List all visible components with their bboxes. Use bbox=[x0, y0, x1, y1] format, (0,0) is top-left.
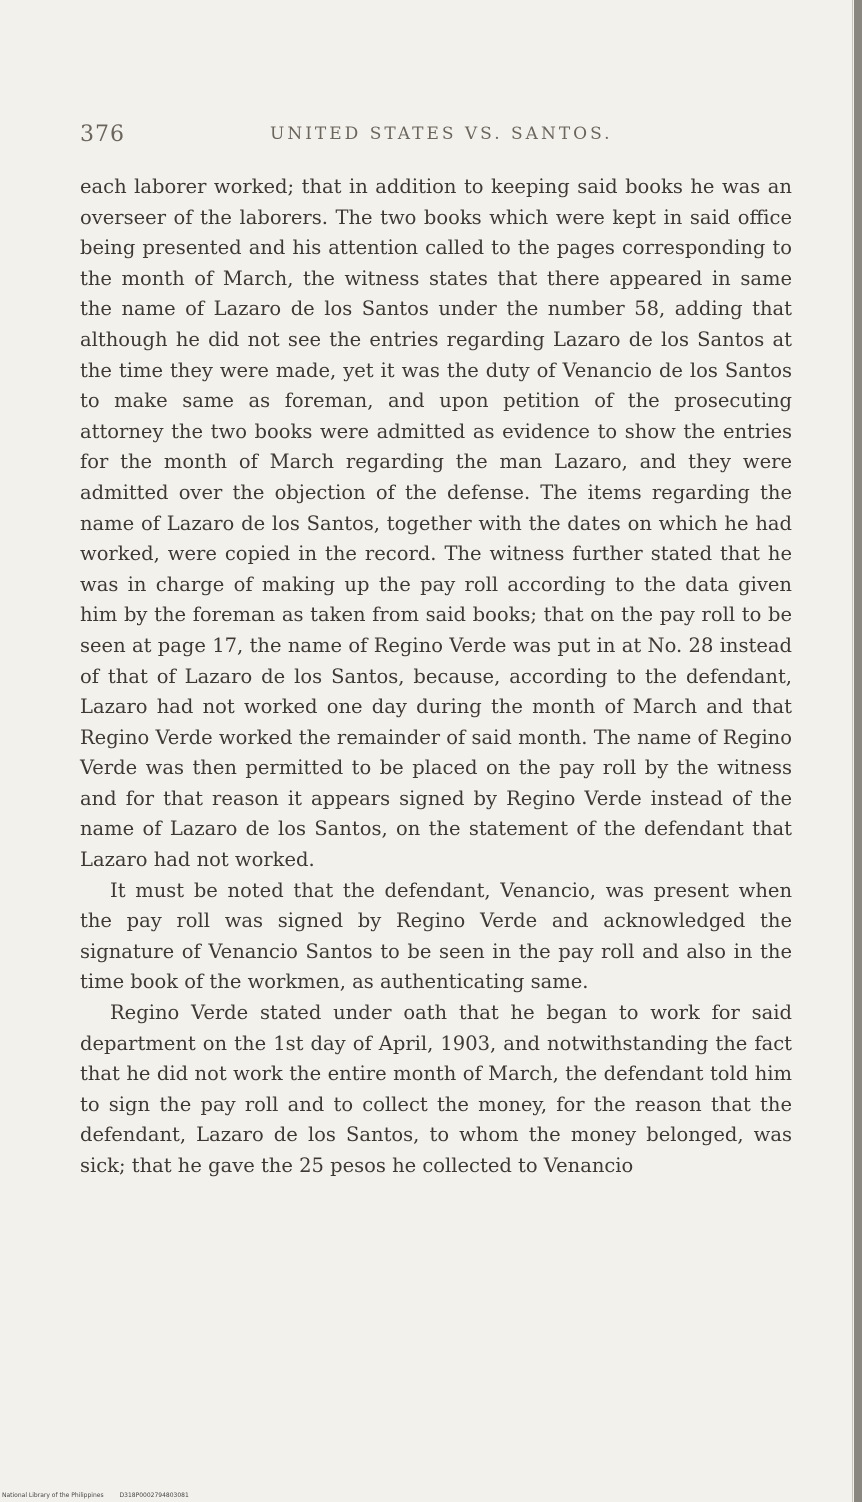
paragraph: Regino Verde stated under oath that he began to work for said department on the 1st day of April, 1903, and notwithstanding the fact that he did not work the entire month of March, the defendant told him to sign the pay roll and to collect the money, for the reason that the defendant, Lazaro de los Santos, to whom the money belonged, was sick; that he gave the 25 pesos he collected to Venancio bbox=[80, 1001, 792, 1177]
page-body bbox=[80, 172, 792, 1182]
page-number: 376 bbox=[80, 122, 125, 147]
page-header bbox=[80, 122, 780, 158]
scan-footer bbox=[2, 1492, 203, 1499]
scan-edge-shadow bbox=[854, 0, 862, 1502]
scan-identifier: D318P0002794803081 bbox=[119, 1492, 189, 1499]
scan-edge-line bbox=[852, 0, 853, 1502]
running-title: UNITED STATES VS. SANTOS. bbox=[270, 124, 613, 144]
library-credit: National Library of the Philippines bbox=[2, 1492, 104, 1499]
paragraph: It must be noted that the defendant, Venancio, was present when the pay roll was signed by Regino Verde and acknowledged the signature of Venancio Santos to be seen in the pay roll and also in the time book of the workmen, as authenticating same. bbox=[80, 878, 792, 994]
paragraph-continued: each laborer worked; that in addition to keeping said books he was an overseer of the laborers. The two books which were kept in said office being presented and his attention called to the pages corresponding to the month of March, the witness states that there appeared in same the name of Lazaro de los Santos under the number 58, adding that although he did not see the entries regarding Lazaro de los Santos at the time they were made, yet it was the duty of Venancio de los Santos to make same as foreman, and upon petition of the prosecuting attorney the two books were admitted as evidence to show the entries for the month of March regarding the man Lazaro, and they were admitted over the objection of the defense. The items regarding the name of Lazaro de los Santos, together with the dates on which he had worked, were copied in the record. The witness further stated that he was in charge of making up the pay roll according to the data given him by the foreman as taken from said books; that on the pay roll to be seen at page 17, the name of Regino Verde was put in at No. 28 instead of that of Lazaro de los Santos, because, according to the defendant, Lazaro had not worked one day during the month of March and that Regino Verde worked the remainder of said month. The name of Regino Verde was then permitted to be placed on the pay roll by the witness and for that reason it appears signed by Regino Verde instead of the name of Lazaro de los Santos, on the statement of the defendant that Lazaro had not worked. bbox=[80, 175, 792, 872]
